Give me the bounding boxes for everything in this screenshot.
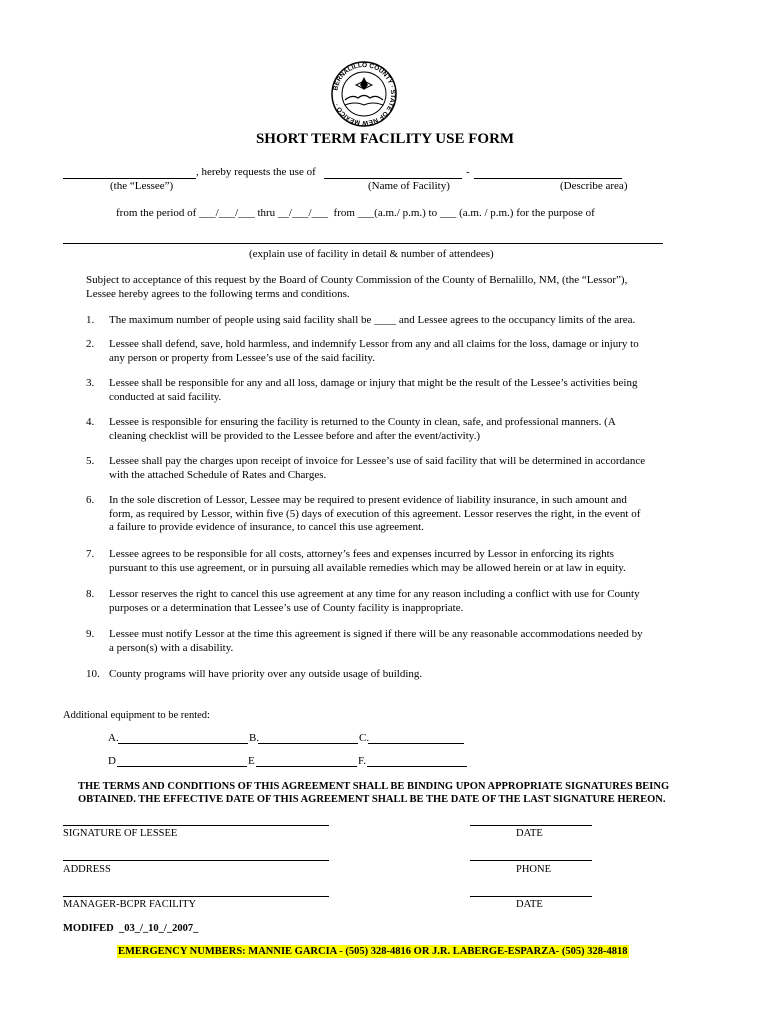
- date1-field[interactable]: [470, 825, 592, 826]
- item-number: 3.: [86, 377, 95, 389]
- item-number: 8.: [86, 588, 95, 600]
- item-text: conducted at said facility.: [109, 390, 222, 403]
- lessee-label: (the “Lessee”): [110, 180, 174, 192]
- item-number: 9.: [86, 628, 95, 640]
- item-text: Lessee shall be responsible for any and all loss, damage or injury that might be the result of the Lessee’s activities being: [109, 377, 638, 389]
- period-line: from the period of ___/___/___ thru __/___/___ from ___(a.m./ p.m.) to ___ (a.m. / p.m.) for the purpose of: [116, 207, 595, 219]
- equip-f-field[interactable]: [367, 766, 467, 767]
- lessee-signature-label: SIGNATURE OF LESSEE: [63, 828, 178, 839]
- item-text: any person or property from Lessee’s use of the said facility.: [109, 351, 375, 364]
- terms-line: OBTAINED. THE EFFECTIVE DATE OF THIS AGREEMENT SHALL BE THE DATE OF THE LAST SIGNATURE HEREON.: [78, 794, 666, 805]
- intro-line: Lessee hereby agrees to the following terms and conditions.: [86, 287, 350, 300]
- equip-a-field[interactable]: [118, 743, 248, 744]
- item-text: Lessee shall pay the charges upon receipt of invoice for Lessee’s use of said facility that will be determined in accordance: [109, 455, 646, 467]
- explain-label: (explain use of facility in detail & number of attendees): [249, 248, 494, 260]
- item-text: form, as required by Lessor, within five (5) days of execution of this agreement. Lessor reserves the right, in the event of: [109, 507, 641, 520]
- terms-notice: [78, 780, 718, 806]
- svg-text:BERNALILLO COUNTY · STATE OF N: BERNALILLO COUNTY · STATE OF NEW MEXICO ·: [332, 61, 397, 127]
- terms-line: THE TERMS AND CONDITIONS OF THIS AGREEMENT SHALL BE BINDING UPON APPROPRIATE SIGNATURES BEING: [78, 781, 670, 792]
- facility-name-blank[interactable]: [324, 178, 462, 179]
- modified-date: MODIFED _03_/_10_/_2007_: [63, 923, 199, 934]
- item-text: County programs will have priority over any outside usage of building.: [109, 668, 423, 680]
- item-text: Lessee agrees to be responsible for all costs, attorney’s fees and expenses incurred by Lessor in enforcing its rights: [109, 548, 614, 560]
- item-number: 4.: [86, 416, 95, 428]
- manager-signature-label: MANAGER-BCPR FACILITY: [63, 899, 197, 910]
- address-field[interactable]: [63, 860, 329, 861]
- lessee-name-blank[interactable]: [63, 167, 196, 179]
- item-text: Lessee is responsible for ensuring the facility is returned to the County in clean, safe, and professional manners. (A: [109, 416, 616, 428]
- item-text: The maximum number of people using said facility shall be ____ and Lessee agrees to the occupancy limits of the area.: [109, 314, 636, 326]
- facility-label: (Name of Facility): [368, 180, 450, 192]
- item-text: Lessee shall defend, save, hold harmless, and indemnify Lessor from any and all claims for the loss, damage or injury to: [109, 338, 639, 350]
- area-blank[interactable]: [474, 178, 622, 179]
- manager-signature-field[interactable]: [63, 896, 329, 897]
- lessee-signature-field[interactable]: [63, 825, 329, 826]
- item-number: 1.: [86, 314, 95, 326]
- address-label: ADDRESS: [63, 864, 111, 875]
- item-number: 6.: [86, 494, 95, 506]
- equip-f-label: F.: [358, 755, 366, 767]
- date2-label: DATE: [516, 899, 543, 910]
- form-title: SHORT TERM FACILITY USE FORM: [255, 131, 515, 147]
- equip-c-field[interactable]: [368, 743, 464, 744]
- item-text: with the attached Schedule of Rates and Charges.: [109, 468, 327, 481]
- county-seal-logo: [330, 60, 398, 128]
- hereby-requests-text: , hereby requests the use of: [196, 166, 316, 178]
- item-number: 2.: [86, 338, 95, 350]
- equip-a-label: A.: [108, 732, 119, 744]
- item-text: In the sole discretion of Lessor, Lessee may be required to present evidence of liability insurance, in such amount and: [109, 494, 627, 506]
- equip-d-field[interactable]: [117, 766, 247, 767]
- item-text: purposes or a determination that Lessee’s use of County facility is inappropriate.: [109, 601, 464, 614]
- equip-b-label: B.: [249, 732, 260, 744]
- intro-paragraph: [86, 274, 686, 301]
- item-number: 7.: [86, 548, 95, 560]
- equip-d-label: D: [108, 755, 116, 767]
- intro-line: Subject to acceptance of this request by the Board of County Commission of the County of Bernalillo, NM, (the “Lessor”),: [86, 274, 628, 286]
- item-number: 5.: [86, 455, 95, 467]
- item-number: 10.: [86, 668, 100, 680]
- item-text: a failure to provide evidence of insurance, to cancel this use agreement.: [109, 521, 424, 533]
- equip-e-field[interactable]: [256, 766, 357, 767]
- equip-c-label: C.: [359, 732, 370, 744]
- phone-field[interactable]: [470, 860, 592, 861]
- phone-label: PHONE: [516, 864, 552, 875]
- area-label: (Describe area): [560, 180, 628, 192]
- equipment-label: Additional equipment to be rented:: [63, 710, 210, 721]
- emergency-numbers: EMERGENCY NUMBERS: MANNIE GARCIA - (505) 328-4816 OR J.R. LABERGE-ESPARZA- (505) 328-4818: [118, 946, 628, 957]
- dash-separator: -: [466, 166, 470, 178]
- item-text: a person(s) with a disability.: [109, 641, 234, 654]
- item-text: Lessee must notify Lessor at the time this agreement is signed if there will be any reasonable accommodations needed by: [109, 628, 643, 640]
- equip-b-field[interactable]: [258, 743, 358, 744]
- item-text: pursuant to this use agreement, or in pursuing all available remedies which may be allowed herein or at law in equity.: [109, 561, 626, 574]
- item-text: Lessor reserves the right to cancel this use agreement at any time for any reason including a conflict with use for County: [109, 588, 640, 600]
- purpose-blank[interactable]: [63, 243, 663, 244]
- date1-label: DATE: [516, 828, 543, 839]
- item-text: cleaning checklist will be provided to the Lessee before and after the event/activity.): [109, 429, 480, 442]
- date2-field[interactable]: [470, 896, 592, 897]
- equip-e-label: E: [248, 755, 255, 767]
